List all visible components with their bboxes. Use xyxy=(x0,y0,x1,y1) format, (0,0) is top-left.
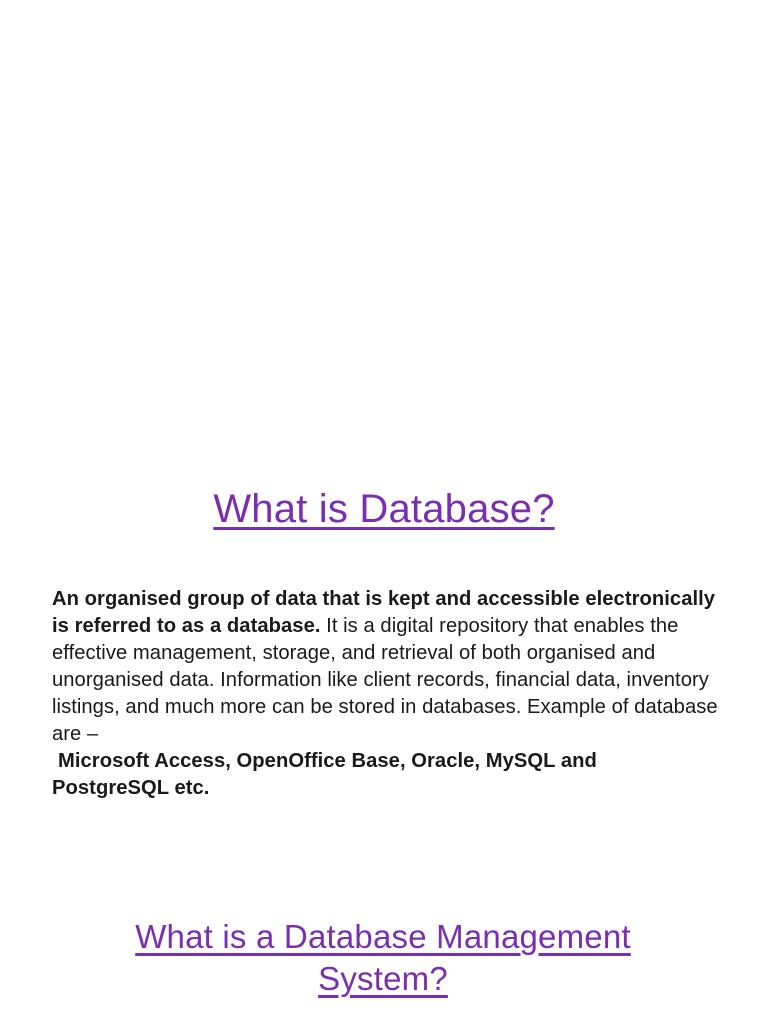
database-examples-line-2: PostgreSQL etc. xyxy=(52,777,210,799)
section-heading-what-is-database: What is Database? xyxy=(213,487,555,531)
definition-body-text: It is a digital repository that enables the effective management, storage, and retrieval of both organised and unorganised data. Information like client records, financial data, inventory listings, and much more can be stored in databases. Example of database are – xyxy=(52,615,718,745)
database-examples-line-1: Microsoft Access, OpenOffice Base, Oracle, MySQL and xyxy=(58,750,597,772)
section-heading-what-is-dbms: What is a Database Management System? xyxy=(135,918,631,997)
database-definition-paragraph xyxy=(52,586,732,802)
definition-bold-text: An organised group of data that is kept and accessible electronically is referred to as a database. xyxy=(52,588,716,637)
